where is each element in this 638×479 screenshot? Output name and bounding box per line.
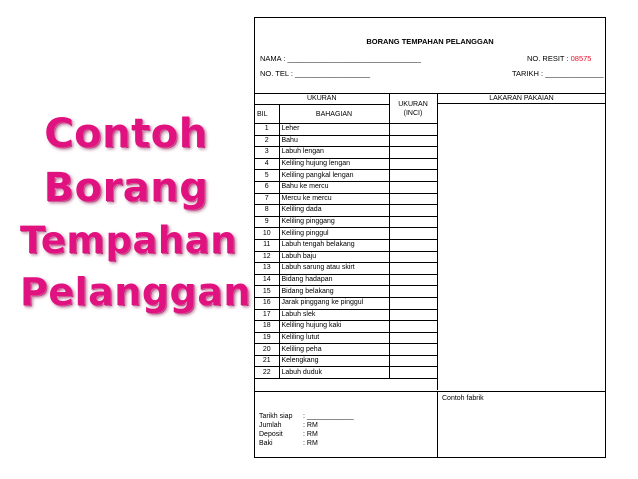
row-number: 22 [255, 367, 279, 379]
row-number: 1 [255, 124, 279, 136]
row-ukuran-cell[interactable] [389, 181, 437, 193]
row-ukuran-cell[interactable] [389, 309, 437, 321]
table-row [255, 135, 437, 147]
table-row [255, 344, 437, 356]
row-ukuran-cell[interactable] [389, 216, 437, 228]
row-number: 13 [255, 263, 279, 275]
row-number: 19 [255, 332, 279, 344]
row-ukuran-cell[interactable] [389, 344, 437, 356]
table-row [255, 297, 437, 309]
row-bahagian: Bahu [279, 135, 389, 147]
measurement-rows [255, 124, 437, 379]
row-ukuran-cell[interactable] [389, 239, 437, 251]
section-lakaran: LAKARAN PAKAIAN [437, 94, 605, 104]
table-row [255, 181, 437, 193]
summary-label: Jumlah [259, 422, 282, 429]
summary-label: Deposit [259, 431, 283, 438]
row-ukuran-cell[interactable] [389, 193, 437, 205]
summary-value[interactable]: : RM [303, 440, 318, 447]
row-number: 3 [255, 147, 279, 159]
table-row [255, 251, 437, 263]
row-bahagian: Keliling lutut [279, 332, 389, 344]
cover-title-line-1: Contoh [44, 111, 208, 157]
summary-label: Tarikh siap [259, 413, 293, 420]
row-number: 15 [255, 286, 279, 298]
form-footer [255, 391, 605, 457]
row-bahagian: Keliling peha [279, 344, 389, 356]
row-ukuran-cell[interactable] [389, 297, 437, 309]
summary-row [259, 421, 354, 430]
tarikh-field[interactable]: TARIKH : ______________ [512, 69, 604, 78]
row-number: 4 [255, 158, 279, 170]
resit-number: 08575 [570, 54, 592, 63]
sketch-area[interactable] [437, 104, 605, 390]
table-row [255, 205, 437, 217]
row-number: 14 [255, 274, 279, 286]
table-row [255, 355, 437, 367]
row-ukuran-cell[interactable] [389, 263, 437, 275]
table-row [255, 321, 437, 333]
row-bahagian: Labuh lengan [279, 147, 389, 159]
section-ukuran: UKURAN [255, 94, 389, 105]
form-title: BORANG TEMPAHAN PELANGGAN [366, 37, 494, 46]
row-ukuran-cell[interactable] [389, 205, 437, 217]
row-bahagian: Bidang hadapan [279, 274, 389, 286]
col-bahagian-header: BAHAGIAN [279, 105, 389, 124]
table-row [255, 286, 437, 298]
table-row [255, 216, 437, 228]
summary-value[interactable]: : RM [303, 431, 318, 438]
cover-title-line-3: Tempahan [20, 219, 238, 262]
row-ukuran-cell[interactable] [389, 170, 437, 182]
fabric-sample-label: Contoh fabrik [442, 395, 484, 402]
row-bahagian: Bidang belakang [279, 286, 389, 298]
summary-value[interactable]: : ____________ [303, 413, 354, 420]
summary-row [259, 430, 354, 439]
row-number: 6 [255, 181, 279, 193]
row-ukuran-cell[interactable] [389, 228, 437, 240]
row-number: 18 [255, 321, 279, 333]
cover-title-line-2: Borang [43, 165, 209, 211]
row-ukuran-cell[interactable] [389, 147, 437, 159]
tel-field[interactable]: NO. TEL : __________________ [260, 69, 371, 78]
table-row [255, 228, 437, 240]
row-bahagian: Keliling pinggul [279, 228, 389, 240]
row-number: 20 [255, 344, 279, 356]
table-row [255, 239, 437, 251]
row-number: 11 [255, 239, 279, 251]
row-bahagian: Kelengkang [279, 355, 389, 367]
row-bahagian: Bahu ke mercu [279, 181, 389, 193]
table-row [255, 170, 437, 182]
row-number: 16 [255, 297, 279, 309]
col-bil-header: BIL [255, 105, 279, 124]
cover-title-line-4: Pelanggan [20, 270, 251, 314]
table-row [255, 147, 437, 159]
resit-field [527, 54, 591, 63]
row-ukuran-cell[interactable] [389, 274, 437, 286]
row-ukuran-cell[interactable] [389, 321, 437, 333]
nama-field[interactable]: NAMA : ________________________________ [260, 54, 421, 63]
row-number: 9 [255, 216, 279, 228]
form-body [255, 93, 605, 457]
row-number: 8 [255, 205, 279, 217]
table-row [255, 124, 437, 136]
row-bahagian: Keliling dada [279, 205, 389, 217]
row-number: 21 [255, 355, 279, 367]
row-number: 2 [255, 135, 279, 147]
row-ukuran-cell[interactable] [389, 251, 437, 263]
resit-label: NO. RESIT : [527, 54, 571, 63]
table-row [255, 332, 437, 344]
row-ukuran-cell[interactable] [389, 135, 437, 147]
row-ukuran-cell[interactable] [389, 158, 437, 170]
row-ukuran-cell[interactable] [389, 355, 437, 367]
table-row [255, 193, 437, 205]
summary-label: Baki [259, 440, 273, 447]
measurement-table [255, 94, 438, 379]
row-bahagian: Labuh sarung atau skirt [279, 263, 389, 275]
row-ukuran-cell[interactable] [389, 367, 437, 379]
row-ukuran-cell[interactable] [389, 124, 437, 136]
row-number: 12 [255, 251, 279, 263]
row-bahagian: Labuh duduk [279, 367, 389, 379]
row-bahagian: Keliling pangkal lengan [279, 170, 389, 182]
cover-title [20, 108, 251, 314]
row-bahagian: Jarak pinggang ke pinggul [279, 297, 389, 309]
col-ukuran-header: UKURAN (INCI) [389, 94, 437, 124]
summary-row [259, 412, 354, 421]
summary-value[interactable]: : RM [303, 422, 318, 429]
row-ukuran-cell[interactable] [389, 332, 437, 344]
row-bahagian: Keliling pinggang [279, 216, 389, 228]
table-row [255, 309, 437, 321]
row-number: 10 [255, 228, 279, 240]
row-number: 7 [255, 193, 279, 205]
row-bahagian: Keliling hujung kaki [279, 321, 389, 333]
row-bahagian: Keliling hujung lengan [279, 158, 389, 170]
row-bahagian: Labuh slek [279, 309, 389, 321]
table-row [255, 367, 437, 379]
table-row [255, 158, 437, 170]
row-ukuran-cell[interactable] [389, 286, 437, 298]
summary-row [259, 439, 354, 448]
row-number: 5 [255, 170, 279, 182]
row-bahagian: Leher [279, 124, 389, 136]
row-bahagian: Labuh tengah belakang [279, 239, 389, 251]
table-row [255, 263, 437, 275]
table-row [255, 274, 437, 286]
order-form [254, 17, 606, 458]
row-number: 17 [255, 309, 279, 321]
payment-summary [259, 412, 354, 448]
row-bahagian: Labuh baju [279, 251, 389, 263]
row-bahagian: Mercu ke mercu [279, 193, 389, 205]
fabric-sample-area[interactable] [437, 392, 605, 457]
